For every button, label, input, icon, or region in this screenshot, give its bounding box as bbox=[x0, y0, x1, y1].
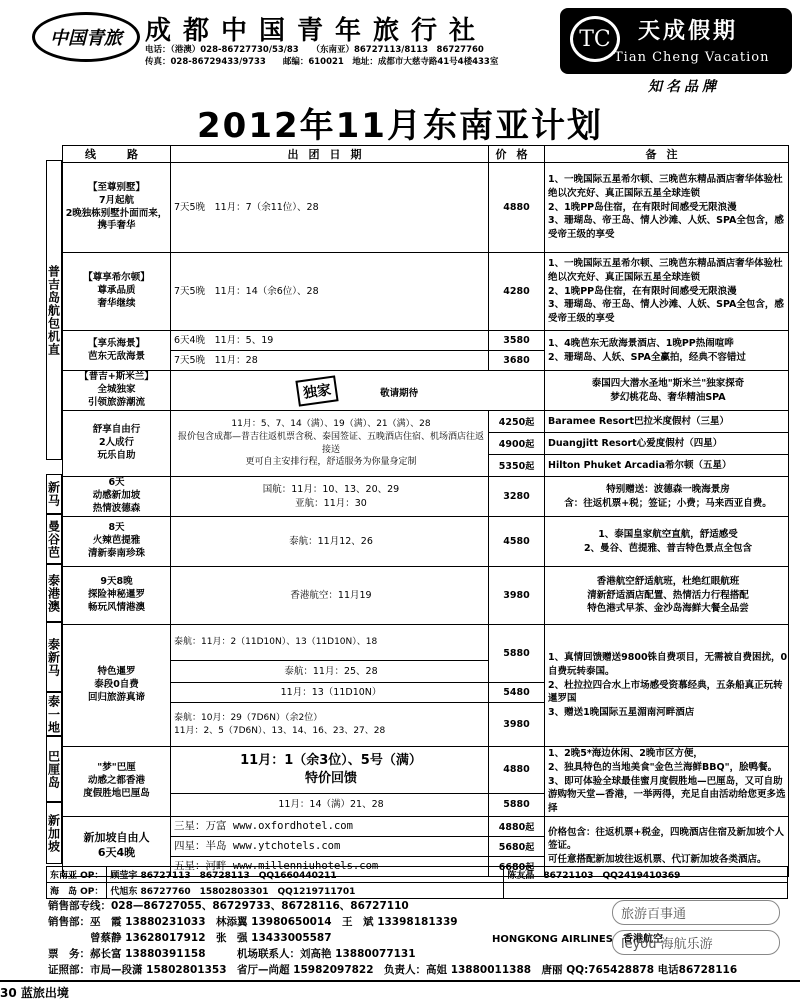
header-price: 价格 bbox=[489, 146, 545, 163]
section-label-thonly: 泰一地 bbox=[46, 692, 62, 736]
itinerary-table bbox=[62, 145, 789, 877]
section-label-phuket: 普吉岛航包机直 bbox=[46, 160, 62, 460]
route-cell: 新加坡自由人 6天4晚 bbox=[63, 816, 171, 876]
section-label-bali: 巴厘岛 bbox=[46, 736, 62, 802]
date-cell: 11月：1（余3位）、5号（满） 特价回馈 bbox=[171, 747, 489, 794]
note-cell: Duangjitt Resort心爱度假村（四星） bbox=[545, 433, 789, 455]
price-cell: 3280 bbox=[489, 477, 545, 517]
op-contact: 顾莹宇 86727113 86728113 QQ1660440211 bbox=[107, 867, 504, 883]
note-cell: 1、2晚5*海边休闲、2晚市区方便， 2、独具特色的当地美食"金色兰海鲜BBQ"，脍鸭餐。 3、即可体验全球最佳蜜月度假胜地—巴厘岛，又可自助游购物天堂—香港，一举两得，充足自由活动给您更多选择 bbox=[545, 747, 789, 817]
note-cell: 价格包含：往返机票+税金，四晚酒店住宿及新加坡个人签证。 可任意搭配新加坡往返机票、代订新加坡各类酒店。 bbox=[545, 816, 789, 876]
travel-guide-badge: 旅游百事通 bbox=[612, 900, 780, 925]
note-cell: Hilton Phuket Arcadia希尔顿（五星） bbox=[545, 455, 789, 477]
section-label-sg: 新加坡 bbox=[46, 802, 62, 864]
hotel-cell: 五星：河畔 www.millenniuhotels.com bbox=[171, 856, 489, 876]
note-cell: 1、泰国皇家航空直航，舒适感受 2、曼谷、芭提雅、普吉特色景点全包含 bbox=[545, 517, 789, 567]
table-row bbox=[63, 331, 789, 351]
table-row bbox=[63, 816, 789, 836]
note-cell: 香港航空舒适航班，杜绝红眼航班 清新舒适酒店配置、热情活力行程搭配 特色港式早茶、金沙岛海鲜大餐全品尝 bbox=[545, 567, 789, 625]
contact-line-1: 电话：（港澳）028-86727730/53/83 （东南亚）86727113/8113 86727760 bbox=[145, 45, 484, 55]
table-row bbox=[63, 253, 789, 331]
table-header-row bbox=[63, 146, 789, 163]
brand-name-cn: 天成假期 bbox=[638, 18, 739, 44]
route-cell: 8天 火辣芭提雅 清新泰南珍珠 bbox=[63, 517, 171, 567]
table-row bbox=[63, 477, 789, 517]
section-label-sgmy: 新马 bbox=[46, 474, 62, 514]
route-cell: 【尊享希尔顿】 尊承品质 奢华继续 bbox=[63, 253, 171, 331]
brand-logo bbox=[560, 8, 792, 74]
op-label: 东南亚 OP： bbox=[47, 867, 107, 883]
table-row bbox=[47, 883, 788, 899]
hotel-cell: 三星：万富 www.oxfordhotel.com bbox=[171, 816, 489, 836]
contact-line-2: 传真：028-86729433/9733 邮编：610021 地址：成都市大慈寺路41号4楼433室 bbox=[145, 57, 499, 67]
price-cell: 5880 bbox=[489, 625, 545, 683]
price-cell: 4580 bbox=[489, 517, 545, 567]
sales-staff: 销售部：巫 霞 13880231033 林添翼 13980650014 王 斌 13398181339 bbox=[48, 916, 458, 928]
table-row bbox=[63, 517, 789, 567]
price-cell: 4880 bbox=[489, 747, 545, 794]
note-cell: 泰国四大潜水圣地"斯米兰"独家探奇 梦幻桃花岛、奢华精油SPA bbox=[545, 371, 789, 411]
route-cell: 【享乐海景】 芭东无敌海景 bbox=[63, 331, 171, 371]
date-cell: 泰航：10月：29（7D6N）（余2位） 11月：2、5（7D6N）、13、14、16、23、27、28 bbox=[171, 703, 489, 747]
date-cell: 香港航空：11月19 bbox=[171, 567, 489, 625]
date-cell: 7天5晚 11月：14（余6位）、28 bbox=[171, 253, 489, 331]
note-cell: 1、4晚芭东无敌海景酒店、1晚PP热闹喧哗 2、珊瑚岛、人妖、SPA全赢拍，经典不容错过 bbox=[545, 331, 789, 371]
route-cell: 舒享自由行 2人成行 玩乐自助 bbox=[63, 411, 171, 477]
cyts-logo: 中国青旅 bbox=[32, 12, 140, 62]
price-cell: 6680起 bbox=[489, 856, 545, 876]
price-cell: 4900起 bbox=[489, 433, 545, 455]
note-cell: 1、一晚国际五星希尔顿、三晚芭东精品酒店奢华体验杜绝以次充好、真正国际五星全球连锁 2、1晚PP岛住宿，在有限时间感受无限浪漫 3、珊瑚岛、帝王岛、情人沙滩、人妖、SPA全包含，感受帝王级的享受 bbox=[545, 253, 789, 331]
route-cell: 9天8晚 探险神秘暹罗 畅玩风情港澳 bbox=[63, 567, 171, 625]
divider bbox=[0, 980, 800, 982]
route-cell: 【普吉+斯米兰】 全城独家 引领旅游潮流 bbox=[63, 371, 171, 411]
table-row bbox=[63, 411, 789, 433]
brand-name-en: Tian Cheng Vacation bbox=[614, 50, 770, 65]
op-label: 海 岛 OP： bbox=[47, 883, 107, 899]
date-cell: 7天5晚 11月：7（余11位）、28 bbox=[171, 163, 489, 253]
table-row bbox=[63, 625, 789, 661]
hotel-cell: 四星：半岛 www.ytchotels.com bbox=[171, 836, 489, 856]
price-cell: 3680 bbox=[489, 351, 545, 371]
price-cell: 4250起 bbox=[489, 411, 545, 433]
price-cell: 3980 bbox=[489, 567, 545, 625]
header-route: 线 路 bbox=[63, 146, 171, 163]
exclusive-stamp: 独家 bbox=[295, 375, 338, 406]
price-cell: 3580 bbox=[489, 331, 545, 351]
table-row bbox=[63, 163, 789, 253]
header-date: 出团日期 bbox=[171, 146, 489, 163]
date-cell: 泰航：11月12、26 bbox=[171, 517, 489, 567]
op-contact bbox=[504, 883, 788, 899]
op-contact: 陈友晶 86721103 QQ2419410369 bbox=[504, 867, 788, 883]
date-cell: 泰航：11月：2（11D10N）、13（11D10N）、18 bbox=[171, 625, 489, 661]
price-cell: 5350起 bbox=[489, 455, 545, 477]
date-cell bbox=[171, 371, 545, 411]
note-cell: 1、真情回馈赠送9800铢自费项目，无需被自费困扰，0自费玩转泰国。 2、杜拉拉四合水上市场感受资慕经典，五条船真正玩转暹罗国 3、赠送1晚国际五星湄南河畔酒店 bbox=[545, 625, 789, 747]
op-contacts-table bbox=[46, 866, 788, 899]
table-row bbox=[63, 567, 789, 625]
route-cell: 【至尊别墅】 7月起航 2晚独栋别墅扑面而来，携手奢华 bbox=[63, 163, 171, 253]
section-label-thsgmy: 泰新马 bbox=[46, 622, 62, 692]
date-cell: 国航：11月：10、13、20、29 亚航：11月：30 bbox=[171, 477, 489, 517]
route-cell: "梦"巴厘 动感之都香港 度假胜地巴厘岛 bbox=[63, 747, 171, 817]
price-cell: 4880起 bbox=[489, 816, 545, 836]
date-cell: 7天5晚 11月：28 bbox=[171, 351, 489, 371]
date-cell: 6天4晚 11月：5、19 bbox=[171, 331, 489, 351]
date-cell: 泰航：11月：25、28 bbox=[171, 661, 489, 683]
coming-soon-label: 敬请期待 bbox=[380, 387, 419, 399]
ticketing-contact: 票 务：郝长富 13880391158 机场联系人：刘高艳 13880077131 bbox=[48, 948, 416, 960]
sales-staff-2: 曾蔡静 13628017912 张 强 13433005587 bbox=[48, 932, 332, 944]
table-row bbox=[63, 747, 789, 794]
agency-name: 成都中国青年旅行社 bbox=[145, 16, 488, 46]
price-cell: 4280 bbox=[489, 253, 545, 331]
route-cell: 6天 动感新加坡 热情波德森 bbox=[63, 477, 171, 517]
date-cell: 11月：14（满）21、28 bbox=[171, 793, 489, 816]
section-label-thhk: 泰港澳 bbox=[46, 564, 62, 622]
date-cell: 11月：13（11D10N） bbox=[171, 683, 489, 703]
sales-hotline: 销售部专线：028—86727055、86729733、86728116、86727110 bbox=[48, 900, 409, 912]
op-contact: 代旭东 86727760 15802803301 QQ1219711701 bbox=[107, 883, 504, 899]
leyou-badge: leyou 海航乐游 bbox=[612, 930, 780, 955]
hongkong-airlines-logo: HONGKONG AIRLINES 香港航空 bbox=[492, 934, 663, 945]
header bbox=[0, 0, 800, 95]
note-cell: 特别赠送：波德森一晚海景房 含：往返机票+税；签证；小费；马来西亚自费。 bbox=[545, 477, 789, 517]
note-cell: Baramee Resort巴拉米度假村（三星） bbox=[545, 411, 789, 433]
table-row bbox=[47, 867, 788, 883]
table-row bbox=[63, 371, 789, 411]
date-cell: 11月：5、7、14（满）、19（满）、21（满）、28 报价包含成都—普吉往返机票含税、泰国签证、五晚酒店住宿、机场酒店往返接送 更可自主安排行程，舒适服务为你量身定制 bbox=[171, 411, 489, 477]
price-cell: 4880 bbox=[489, 163, 545, 253]
section-label-bkk: 曼谷芭 bbox=[46, 514, 62, 564]
price-cell: 5880 bbox=[489, 793, 545, 816]
price-cell: 5680起 bbox=[489, 836, 545, 856]
famous-brand-label: 知名品牌 bbox=[648, 79, 720, 95]
route-cell: 特色暹罗 泰段0自费 回归旅游真谛 bbox=[63, 625, 171, 747]
brand-mark-icon: TC bbox=[570, 16, 620, 62]
note-cell: 1、一晚国际五星希尔顿、三晚芭东精品酒店奢华体验杜绝以次充好、真正国际五星全球连锁 2、1晚PP岛住宿，在有限时间感受无限浪漫 3、珊瑚岛、帝王岛、情人沙滩、人妖、SPA全包含，感受帝王级的享受 bbox=[545, 163, 789, 253]
page-footer: 30 蓝旅出境 bbox=[0, 986, 69, 1000]
price-cell: 3980 bbox=[489, 703, 545, 747]
visa-dept-contact: 证照部：市局—段潇 15802801353 省厅—尚超 15982097822 负责人：高姐 13880011388 唐丽 QQ:765428878 电话86728116 bbox=[48, 964, 738, 976]
page-title: 2012年11月东南亚计划 bbox=[197, 106, 603, 146]
header-note: 备注 bbox=[545, 146, 789, 163]
price-cell: 5480 bbox=[489, 683, 545, 703]
